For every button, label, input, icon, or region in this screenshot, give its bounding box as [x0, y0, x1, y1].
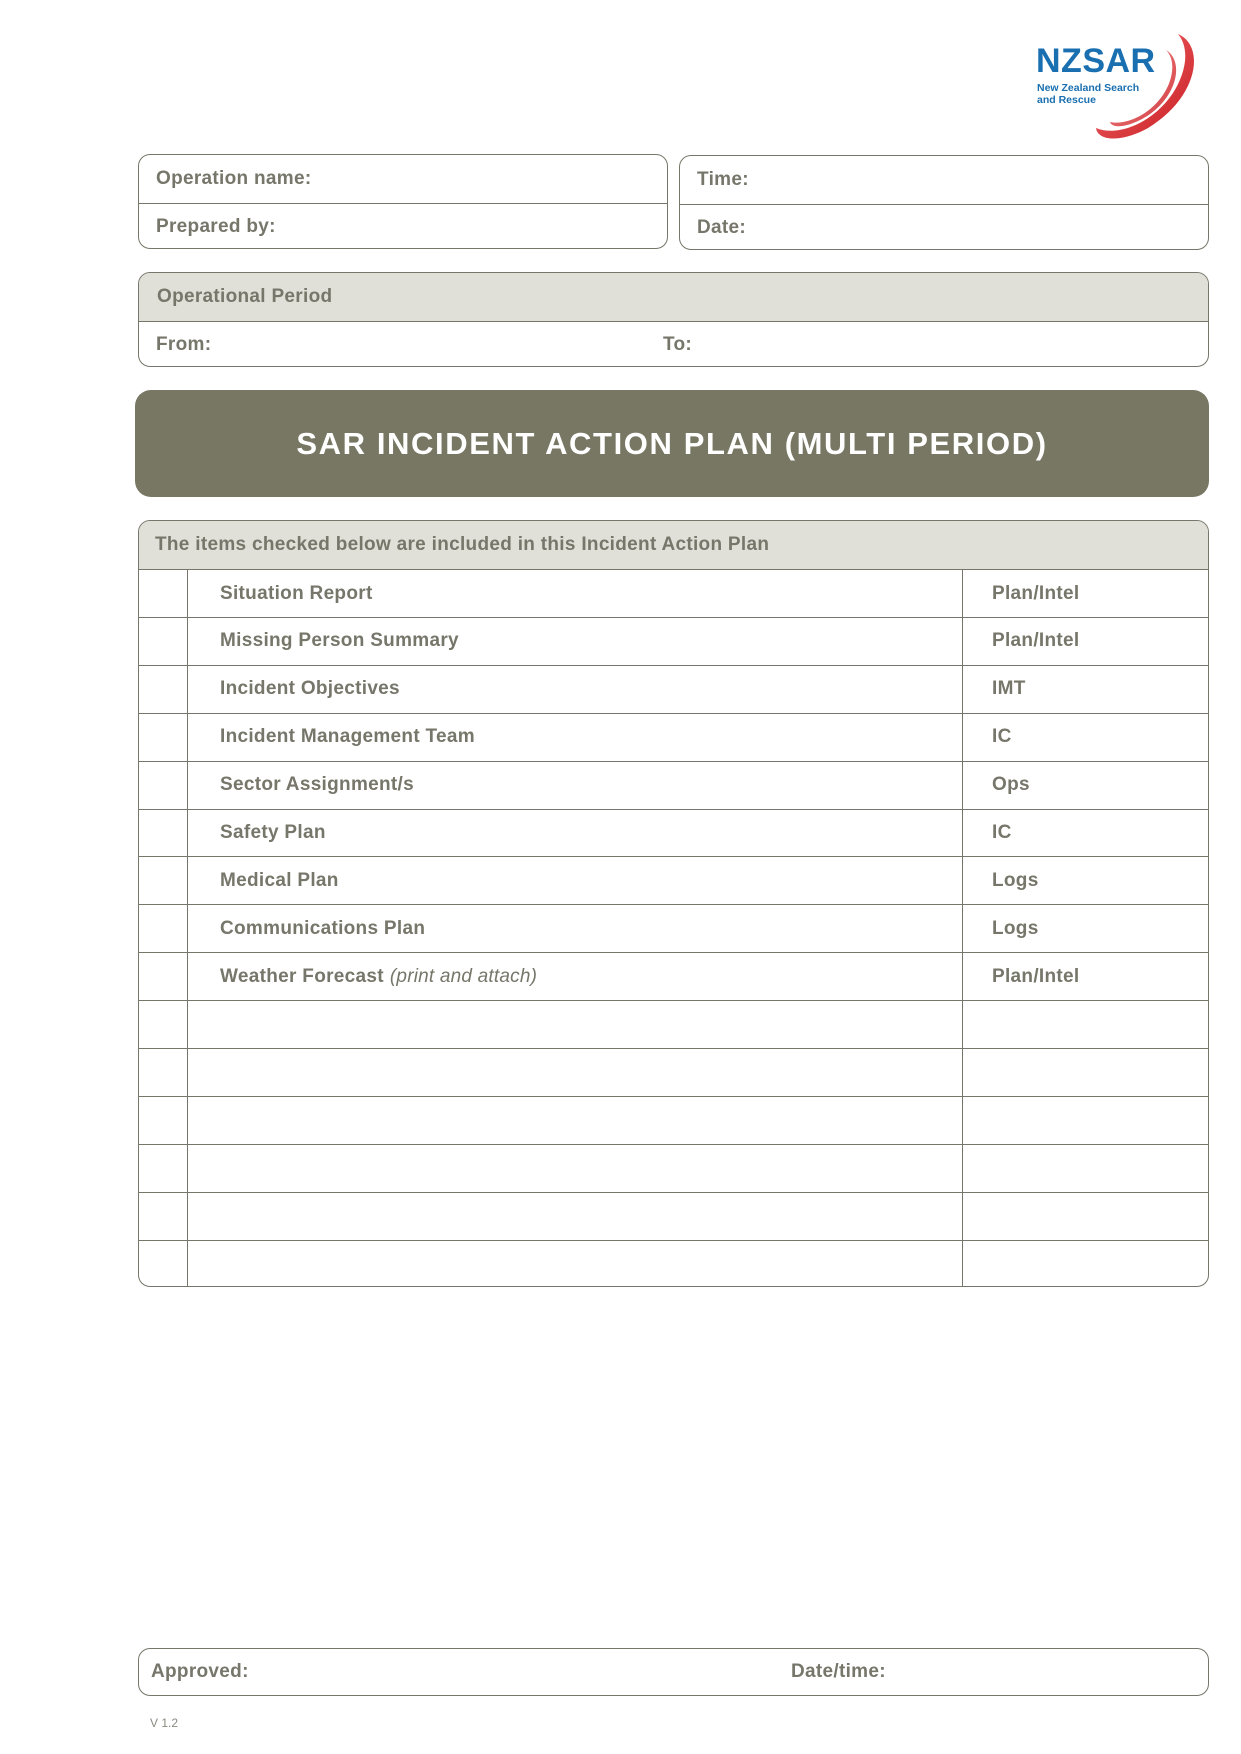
prepared-by-field[interactable] — [139, 204, 667, 249]
responsible-role: IC — [992, 822, 1012, 843]
checklist-row — [139, 1144, 1208, 1192]
responsible-role: IC — [992, 726, 1012, 748]
responsible-cell[interactable] — [962, 1001, 1208, 1048]
responsible-role: Plan/Intel — [992, 630, 1080, 652]
responsible-cell[interactable] — [962, 953, 1208, 1000]
responsible-role: Plan/Intel — [992, 965, 1080, 987]
item-name-cell[interactable] — [220, 666, 406, 713]
responsible-cell[interactable] — [962, 857, 1208, 904]
responsible-cell[interactable] — [962, 570, 1208, 617]
operation-info-box — [138, 154, 668, 249]
logo-line2: and Rescue — [1037, 94, 1096, 106]
item-name: Incident Objectives — [220, 678, 400, 700]
version-label: V 1.2 — [150, 1716, 179, 1730]
item-name-cell[interactable] — [220, 1145, 226, 1192]
approval-box — [138, 1648, 1209, 1696]
item-name-cell[interactable] — [220, 810, 332, 857]
checklist-row — [139, 665, 1208, 713]
include-checkbox[interactable] — [139, 810, 188, 857]
item-name: Communications Plan — [220, 917, 426, 939]
item-name: Medical Plan — [220, 869, 339, 891]
responsible-cell[interactable] — [962, 714, 1208, 761]
responsible-cell[interactable] — [962, 618, 1208, 665]
include-checkbox[interactable] — [139, 905, 188, 952]
checklist-row — [139, 856, 1208, 904]
item-name: Weather Forecast — [220, 965, 384, 987]
approved-label: Approved: — [151, 1661, 249, 1682]
responsible-role: IMT — [992, 678, 1026, 700]
item-name-cell[interactable] — [220, 905, 431, 952]
logo-line1: New Zealand Search — [1037, 82, 1140, 94]
operational-period-header — [139, 273, 1208, 321]
page-title: SAR INCIDENT ACTION PLAN (MULTI PERIOD) — [296, 425, 1048, 461]
checklist-heading: The items checked below are included in this Incident Action Plan — [155, 534, 770, 555]
item-name: Safety Plan — [220, 822, 326, 843]
checklist-row — [139, 904, 1208, 952]
nzsar-logo — [1028, 28, 1208, 143]
include-checkbox[interactable] — [139, 666, 188, 713]
include-checkbox[interactable] — [139, 1193, 188, 1240]
item-name: Situation Report — [220, 582, 373, 604]
item-name-cell[interactable] — [220, 1097, 226, 1144]
item-name-cell[interactable] — [220, 953, 537, 1000]
responsible-cell[interactable] — [962, 905, 1208, 952]
checklist-row — [139, 713, 1208, 761]
checklist-row — [139, 569, 1208, 617]
item-name-cell[interactable] — [220, 1001, 226, 1048]
responsible-cell[interactable] — [962, 1241, 1208, 1287]
responsible-cell[interactable] — [962, 1193, 1208, 1240]
iap-checklist — [138, 520, 1209, 1287]
checklist-row — [139, 1096, 1208, 1144]
item-name-cell[interactable] — [220, 618, 465, 665]
responsible-cell[interactable] — [962, 810, 1208, 857]
responsible-role: Logs — [992, 869, 1039, 891]
operation-name-field[interactable] — [139, 155, 667, 203]
checklist-row — [139, 952, 1208, 1000]
checklist-row — [139, 809, 1208, 857]
item-name-cell[interactable] — [220, 1241, 226, 1287]
responsible-cell[interactable] — [962, 1097, 1208, 1144]
include-checkbox[interactable] — [139, 570, 188, 617]
prepared-by-label: Prepared by: — [156, 215, 276, 237]
responsible-role: Ops — [992, 774, 1030, 796]
item-name-cell[interactable] — [220, 1049, 226, 1096]
item-name-cell[interactable] — [220, 1193, 226, 1240]
checklist-row — [139, 617, 1208, 665]
responsible-cell[interactable] — [962, 762, 1208, 809]
title-banner — [135, 390, 1209, 497]
responsible-cell[interactable] — [962, 666, 1208, 713]
logo-subtitle — [1037, 82, 1139, 106]
item-name-cell[interactable] — [220, 762, 420, 809]
responsible-role: Logs — [992, 917, 1039, 939]
include-checkbox[interactable] — [139, 714, 188, 761]
checklist-header — [139, 521, 1208, 569]
item-name: Missing Person Summary — [220, 630, 459, 652]
include-checkbox[interactable] — [139, 1145, 188, 1192]
from-label: From: — [156, 333, 212, 355]
include-checkbox[interactable] — [139, 1049, 188, 1096]
checklist-row — [139, 761, 1208, 809]
responsible-cell[interactable] — [962, 1049, 1208, 1096]
operational-period-box — [138, 272, 1209, 367]
checklist-row — [139, 1240, 1208, 1287]
date-field[interactable] — [680, 205, 1208, 250]
include-checkbox[interactable] — [139, 953, 188, 1000]
from-field[interactable] — [139, 322, 659, 367]
responsible-cell[interactable] — [962, 1145, 1208, 1192]
checklist-row — [139, 1000, 1208, 1048]
to-label: To: — [663, 333, 693, 355]
include-checkbox[interactable] — [139, 618, 188, 665]
logo-acronym: NZSAR — [1036, 42, 1156, 80]
item-name: Incident Management Team — [220, 726, 475, 748]
item-name-cell[interactable] — [220, 570, 379, 617]
item-name-cell[interactable] — [220, 714, 481, 761]
include-checkbox[interactable] — [139, 1097, 188, 1144]
to-field[interactable] — [663, 322, 1208, 367]
operation-name-label: Operation name: — [156, 168, 312, 189]
time-field[interactable] — [680, 156, 1208, 204]
item-name: Sector Assignment/s — [220, 774, 414, 796]
datetime-label: Date/time: — [791, 1661, 886, 1682]
time-label: Time: — [697, 169, 749, 190]
checklist-row — [139, 1048, 1208, 1096]
item-note: (print and attach) — [389, 965, 538, 987]
responsible-role: Plan/Intel — [992, 582, 1080, 604]
approved-field[interactable] — [139, 1649, 779, 1695]
operational-period-title: Operational Period — [157, 286, 333, 307]
include-checkbox[interactable] — [139, 762, 188, 809]
include-checkbox[interactable] — [139, 857, 188, 904]
include-checkbox[interactable] — [139, 1241, 188, 1287]
checklist-row — [139, 1192, 1208, 1240]
approval-datetime-field[interactable] — [791, 1649, 1208, 1695]
item-name-cell[interactable] — [220, 857, 345, 904]
date-label: Date: — [697, 216, 747, 238]
include-checkbox[interactable] — [139, 1001, 188, 1048]
time-date-box — [679, 155, 1209, 250]
